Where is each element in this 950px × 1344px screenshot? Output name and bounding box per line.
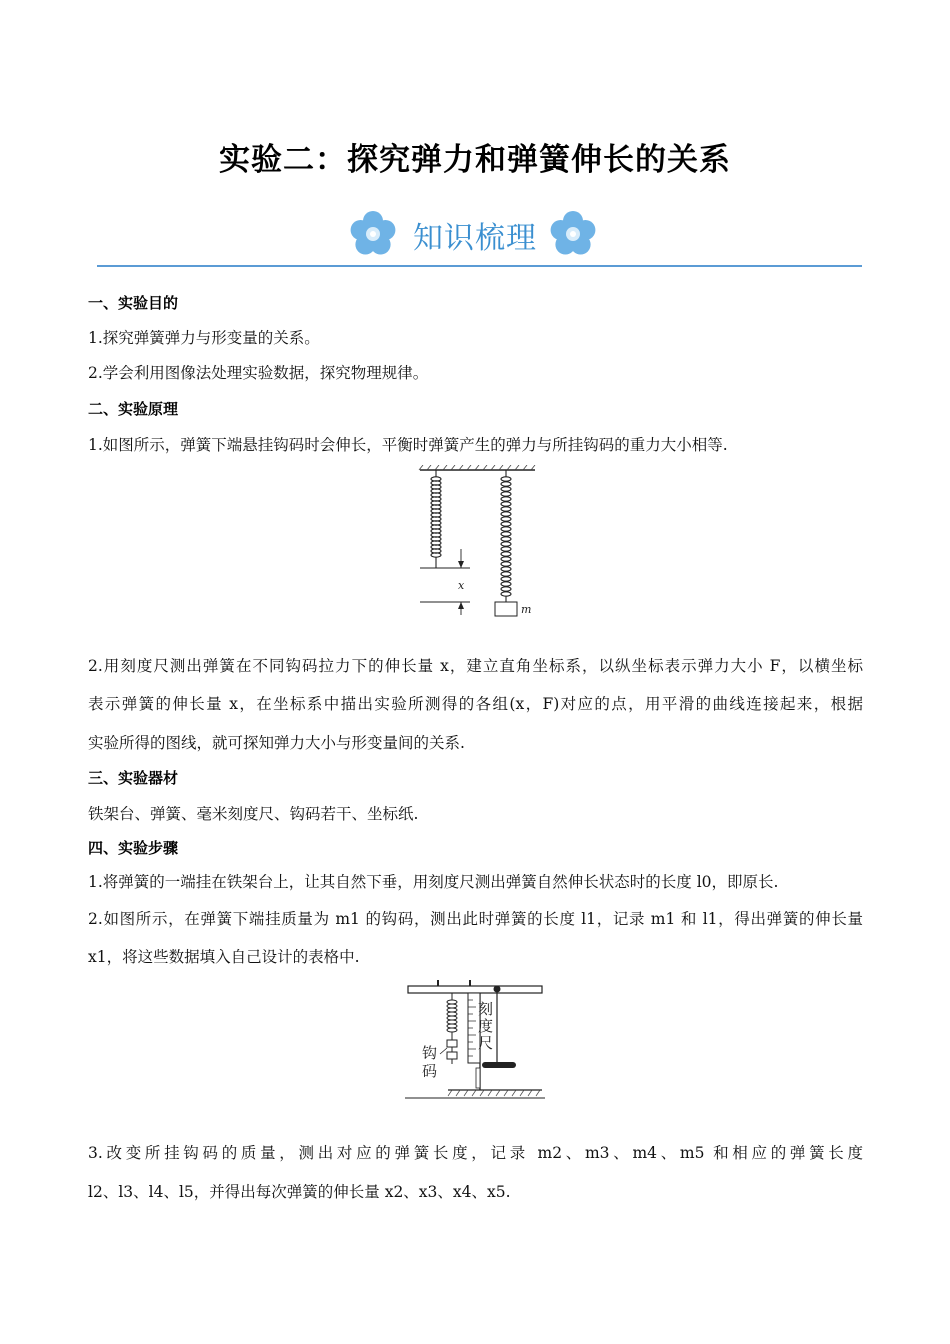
spring-left [431, 470, 441, 568]
principle-p2-line2: 表示弹簧的伸长量 x，在坐标系中描出实验所测得的各组(x，F)对应的点，用平滑的曲线连接起来，根据 [88, 695, 863, 713]
base-plate [482, 1062, 516, 1068]
spring-right [501, 470, 511, 602]
purpose-item-2: 2.学会利用图像法处理实验数据，探究物理规律。 [88, 364, 429, 382]
label-x: x [458, 579, 465, 592]
purpose-item-1: 1.探究弹簧弹力与形变量的关系。 [88, 329, 320, 347]
step-3-line2: l2、l3、l4、l5，并得出每次弹簧的伸长量 x2、x3、x4、x5. [88, 1183, 511, 1201]
banner-title: 知识梳理 [413, 221, 537, 256]
label-ruler-3: 尺 [478, 1034, 494, 1052]
apparatus-figure [400, 978, 550, 1103]
flower-icon-left [351, 211, 396, 255]
label-ruler-2: 度 [478, 1017, 494, 1035]
label-ruler-1: 刻 [478, 1000, 494, 1018]
principle-p2-line3: 实验所得的图线，就可探知弹力大小与形变量间的关系. [88, 734, 465, 752]
spring-figure [415, 465, 540, 625]
section-banner [345, 205, 605, 263]
label-m: m [521, 603, 532, 616]
weight-upper [447, 1040, 457, 1047]
flower-icon-right [551, 211, 596, 255]
pivot-dot [494, 986, 501, 993]
principle-p1: 1.如图所示，弹簧下端悬挂钩码时会伸长，平衡时弹簧产生的弹力与所挂钩码的重力大小相等. [88, 436, 728, 454]
heading-purpose: 一、实验目的 [88, 294, 179, 312]
heading-principle: 二、实验原理 [88, 400, 179, 418]
step-2-line1: 2.如图所示，在弹簧下端挂质量为 m1 的钩码，测出此时弹簧的长度 l1，记录 m1 和 l1，得出弹簧的伸长量 [88, 910, 863, 928]
label-weight-1: 钩 [422, 1044, 438, 1062]
mass-block [495, 602, 517, 616]
equipment-list: 铁架台、弹簧、毫米刻度尺、钩码若干、坐标纸. [88, 805, 419, 823]
step-3-line1: 3.改变所挂钩码的质量，测出对应的弹簧长度，记录 m2、m3、m4、m5 和相应的弹簧长度 [88, 1144, 863, 1162]
page-title: 实验二：探究弹力和弹簧伸长的关系 [219, 142, 731, 178]
heading-steps: 四、实验步骤 [88, 839, 179, 857]
step-1: 1.将弹簧的一端挂在铁架台上，让其自然下垂，用刻度尺测出弹簧自然伸长状态时的长度 l0，即原长. [88, 873, 779, 891]
heading-equipment: 三、实验器材 [88, 769, 179, 787]
weight-lower [447, 1052, 457, 1059]
label-weight-2: 码 [422, 1062, 438, 1080]
divider-line [97, 265, 862, 267]
step-2-line2: x1，将这些数据填入自己设计的表格中. [88, 948, 360, 966]
spring-hanging [447, 993, 457, 1040]
principle-p2-line1: 2.用刻度尺测出弹簧在不同钩码拉力下的伸长量 x，建立直角坐标系，以纵坐标表示弹力大小 F，以横坐标 [88, 657, 863, 675]
